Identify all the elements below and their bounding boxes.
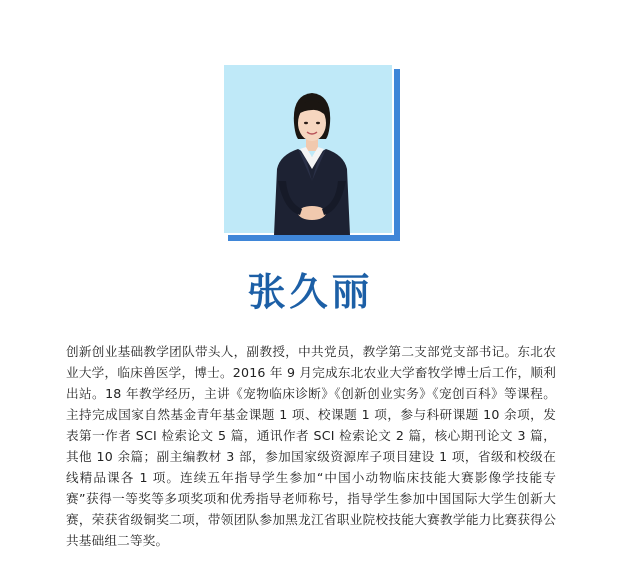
portrait-photo	[222, 63, 402, 243]
person-name: 张久丽	[247, 270, 374, 314]
portrait-frame	[222, 63, 402, 243]
person-biography: 创新创业基础教学团队带头人，副教授，中共党员，教学第二支部党支部书记。东北农业大学，临床兽医学，博士。2016 年 9 月完成东北农业大学畜牧学博士后工作，顺利出站。18 年教学经历，主讲《宠物临床诊断》《创新创业实务》《宠创百科》等课程。主持完成国家自然基金青年基金课题 1 项、校课题 1 项，参与科研课题 10 余项，发表第一作者 SCI 检索论文 5 篇，通讯作者 SCI 检索论文 2 篇，核心期刊论文 3 篇，其他 10 余篇；副主编教材 3 部，参加国家级资源库子项目建设 1 项，省级和校级在线精品课各 1 项。连续五年指导学生参加“中国小动物临床技能大赛影像学技能专赛”获得一等奖等多项奖项和优秀指导老师称号，指导学生参加中国国际大学生创新大赛，荣获省级铜奖二项，带领团队参加黑龙江省职业院校技能大赛教学能力比赛获得公共基础组二等奖。	[66, 344, 556, 548]
